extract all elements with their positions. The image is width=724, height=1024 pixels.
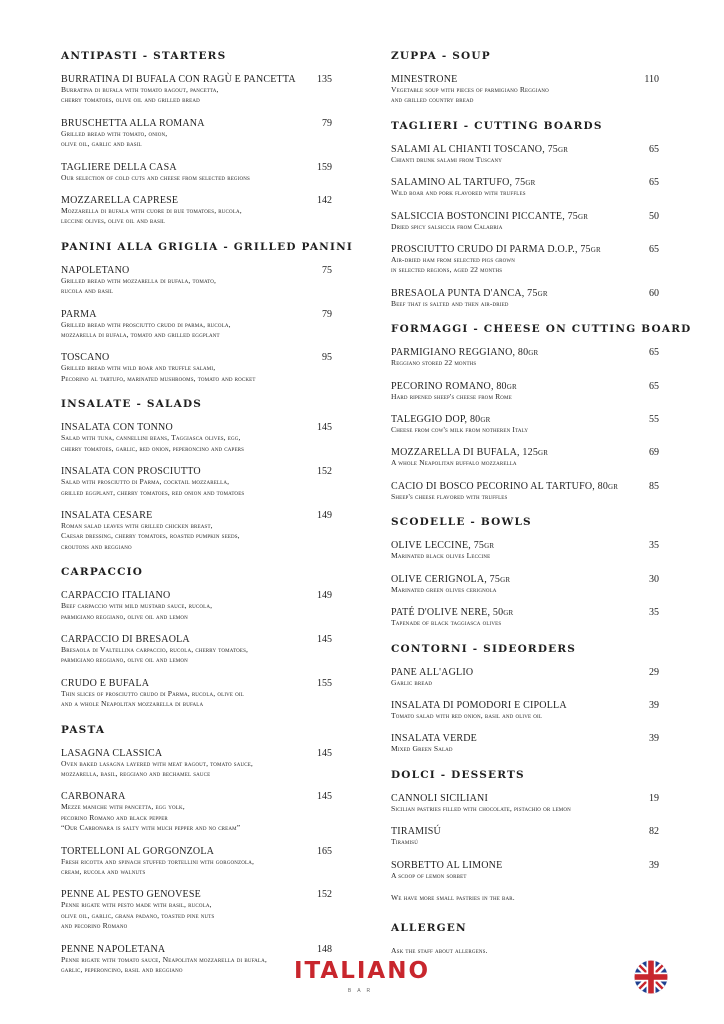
item-name: TALEGGIO DOP, 80gr bbox=[391, 414, 491, 426]
item-price: 19 bbox=[649, 792, 659, 804]
menu-item bbox=[61, 510, 336, 552]
item-price: 65 bbox=[649, 143, 659, 155]
item-description: cream, rucola and walnuts bbox=[61, 867, 146, 876]
menu-item bbox=[61, 74, 336, 106]
item-name: LASAGNA CLASSICA bbox=[61, 747, 163, 759]
item-price: 142 bbox=[317, 195, 332, 207]
menu-item bbox=[391, 381, 663, 402]
item-price: 39 bbox=[649, 859, 659, 871]
item-name: PENNE AL PESTO GENOVESE bbox=[61, 889, 201, 901]
item-description: Penne rigate with pesto made with basil, rucola, bbox=[61, 900, 212, 910]
item-name: INSALATA DI POMODORI E CIPOLLA bbox=[391, 699, 567, 711]
item-name: SALAMINO AL TARTUFO, 75gr bbox=[391, 177, 536, 189]
italiano-logo bbox=[0, 958, 724, 994]
menu-item bbox=[61, 748, 336, 780]
menu-item bbox=[391, 347, 663, 368]
item-description: croutons and reggiano bbox=[61, 541, 132, 551]
item-description: Thin slices of prosciutto crudo di Parma, rucola, olive oil bbox=[61, 688, 244, 698]
section-note: Ask the staff about allergens. bbox=[391, 945, 488, 955]
menu-section bbox=[61, 398, 336, 552]
item-name: TAGLIERE DELLA CASA bbox=[61, 161, 177, 173]
item-description: Roman salad leaves with grilled chicken breast, bbox=[61, 520, 213, 530]
menu-item bbox=[61, 678, 336, 710]
menu-item bbox=[391, 540, 663, 561]
item-description: Marinated black olives Leccine bbox=[391, 551, 491, 561]
menu-section bbox=[391, 922, 663, 955]
item-price: 155 bbox=[317, 677, 332, 689]
menu-item bbox=[391, 607, 663, 628]
item-name: SALSICCIA BOSTONCINI PICCANTE, 75gr bbox=[391, 210, 589, 222]
right-column bbox=[391, 50, 692, 975]
item-description: Reggiano stored 22 months bbox=[391, 358, 477, 368]
item-price: 65 bbox=[649, 380, 659, 392]
item-description: Air-dried ham from selected pigs grown bbox=[391, 255, 516, 265]
item-description: rucola and basil bbox=[61, 286, 114, 296]
item-price: 82 bbox=[649, 826, 659, 838]
item-description: Vegetable soup with pieces of parmigiano Reggiano bbox=[391, 85, 549, 94]
item-price: 50 bbox=[649, 210, 659, 222]
item-name: OLIVE LECCINE, 75gr bbox=[391, 540, 495, 552]
menu-item bbox=[391, 144, 663, 165]
menu-item bbox=[391, 793, 663, 814]
item-description: Tiramisú bbox=[391, 837, 418, 847]
section-title: ANTIPASTI - STARTERS bbox=[61, 50, 227, 62]
menu-item bbox=[391, 244, 663, 276]
item-description: and a whole Neapolitan mozzarella di bufala bbox=[61, 699, 204, 709]
item-description: Fresh ricotta and spinach stuffed tortellini with gorgonzola, bbox=[61, 856, 255, 866]
item-price: 165 bbox=[317, 845, 332, 857]
item-description: Penne rigate with tomato sauce, Neapolitan mozzarella di bufala, bbox=[61, 954, 267, 964]
item-price: 85 bbox=[649, 480, 659, 492]
section-title: ALLERGEN bbox=[391, 921, 467, 934]
item-description: leccine olives, olive oil and basil bbox=[61, 216, 166, 226]
menu-item bbox=[391, 733, 663, 754]
section-title: SCODELLE - BOWLS bbox=[391, 516, 532, 529]
item-description: Cheese from cow's milk from notheren Italy bbox=[391, 425, 529, 435]
section-title: ZUPPA - SOUP bbox=[391, 50, 491, 62]
menu-item bbox=[61, 309, 336, 341]
item-description: Wild boar and pork flavored with truffles bbox=[391, 188, 526, 198]
menu-item bbox=[61, 352, 336, 384]
logo-subtitle: BAR bbox=[347, 988, 377, 994]
item-description: “Our Carbonara is salty with much pepper and no cream” bbox=[61, 823, 241, 833]
menu-item bbox=[61, 889, 336, 931]
item-description: Oven baked lasagna layered with meat ragout, tomato sauce, bbox=[61, 758, 253, 768]
item-description: Marinated green olives cerignola bbox=[391, 584, 497, 594]
item-name: MOZZARELLA CAPRESE bbox=[61, 195, 179, 207]
item-name: PARMIGIANO REGGIANO, 80gr bbox=[391, 347, 539, 359]
item-price: 65 bbox=[649, 177, 659, 189]
menu-item bbox=[61, 466, 336, 498]
item-price: 145 bbox=[317, 633, 332, 645]
item-description: cherry tomatoes, garlic, red onion, peperoncino and capers bbox=[61, 443, 245, 453]
item-description: in selected regions, aged 22 months bbox=[391, 265, 503, 275]
menu-item bbox=[391, 700, 663, 721]
item-name: INSALATA CON TONNO bbox=[61, 422, 173, 434]
item-name: CACIO DI BOSCO PECORINO AL TARTUFO, 80gr bbox=[391, 480, 619, 492]
item-price: 35 bbox=[649, 540, 659, 552]
item-name: INSALATA CON PROSCIUTTO bbox=[61, 466, 201, 478]
menu-section bbox=[391, 323, 692, 502]
item-name: TOSCANO bbox=[61, 352, 110, 364]
item-description: Mozzarella di bufala with cuore di bue tomatoes, rucola, bbox=[61, 206, 242, 216]
menu-item bbox=[61, 422, 336, 454]
menu-section bbox=[391, 769, 663, 902]
menu-item bbox=[391, 826, 663, 847]
menu-item bbox=[391, 860, 663, 881]
item-name: TIRAMISÚ bbox=[391, 826, 441, 838]
menu-section bbox=[391, 120, 663, 309]
item-price: 29 bbox=[649, 666, 659, 678]
item-name: NAPOLETANO bbox=[61, 264, 130, 276]
item-name: SORBETTO AL LIMONE bbox=[391, 859, 503, 871]
item-price: 30 bbox=[649, 573, 659, 585]
item-description: parmigiano reggiano, olive oil and lemon bbox=[61, 655, 188, 665]
menu-item bbox=[391, 447, 663, 468]
item-name: SALAMI AL CHIANTI TOSCANO, 75gr bbox=[391, 143, 569, 155]
item-name: BRESAOLA PUNTA D'ANCA, 75gr bbox=[391, 287, 548, 299]
item-name: CRUDO E BUFALA bbox=[61, 677, 150, 689]
menu-section bbox=[61, 240, 353, 384]
item-description: Sheep's cheese flavored with truffles bbox=[391, 491, 508, 501]
section-title: PANINI ALLA GRIGLIA - GRILLED PANINI bbox=[61, 240, 353, 253]
item-price: 145 bbox=[317, 422, 332, 434]
item-price: 145 bbox=[317, 747, 332, 759]
item-description: and pecorino Romano bbox=[61, 921, 128, 931]
item-description: Grilled bread with wild boar and truffle salami, bbox=[61, 363, 216, 373]
item-price: 152 bbox=[317, 466, 332, 478]
item-name: OLIVE CERIGNOLA, 75gr bbox=[391, 573, 511, 585]
menu-item bbox=[61, 195, 336, 227]
item-name: PECORINO ROMANO, 80gr bbox=[391, 380, 517, 392]
item-description: Salad with tuna, cannellini beans, Taggiasca olives, egg, bbox=[61, 433, 241, 443]
item-description: A scoop of lemon sorbet bbox=[391, 870, 467, 880]
menu-item bbox=[61, 590, 336, 622]
item-name: PARMA bbox=[61, 308, 97, 320]
section-title: PASTA bbox=[61, 723, 106, 736]
uk-flag-icon[interactable] bbox=[634, 960, 668, 994]
item-price: 55 bbox=[649, 414, 659, 426]
menu-section bbox=[391, 643, 663, 755]
item-price: 39 bbox=[649, 699, 659, 711]
section-title: CONTORNI - SIDEORDERS bbox=[391, 642, 577, 655]
item-description: Beef that is salted and then air-dried bbox=[391, 298, 509, 308]
section-title: FORMAGGI - CHEESE ON CUTTING BOARD bbox=[391, 323, 692, 336]
item-price: 95 bbox=[322, 352, 332, 364]
item-description: pecorino Romano and black pepper bbox=[61, 812, 168, 822]
item-description: Sicilian pastries filled with chocolate, pistachio or lemon bbox=[391, 803, 571, 813]
item-description: Salad with prosciutto di Parma, cocktail mozzarella, bbox=[61, 477, 230, 487]
item-name: CARBONARA bbox=[61, 791, 126, 803]
left-column bbox=[61, 50, 353, 989]
item-price: 145 bbox=[317, 791, 332, 803]
menu-item bbox=[391, 177, 663, 198]
item-description: olive oil, garlic, grana padano, toasted pine nuts bbox=[61, 910, 215, 920]
item-name: PATÉ D'OLIVE NERE, 50gr bbox=[391, 607, 514, 619]
menu-item bbox=[61, 265, 336, 297]
section-title: DOLCI - DESSERTS bbox=[391, 768, 525, 781]
menu-item bbox=[391, 74, 663, 106]
item-price: 60 bbox=[649, 287, 659, 299]
item-description: Dried spicy salsiccia from Calabria bbox=[391, 221, 503, 231]
item-name: BURRATINA DI BUFALA CON RAGÙ E PANCETTA bbox=[61, 74, 296, 85]
item-price: 39 bbox=[649, 733, 659, 745]
item-description: Bresaola di Valtellina carpaccio, rucola, cherry tomatoes, bbox=[61, 644, 249, 654]
item-name: PANE ALL'AGLIO bbox=[391, 666, 474, 678]
item-description: Tapenade of black taggiasca olives bbox=[391, 618, 502, 628]
item-description: A whole Neapolitan buffalo mozzarella bbox=[391, 458, 517, 468]
item-description: cherry tomatoes, olive oil and grilled bread bbox=[61, 95, 200, 105]
item-description: grilled eggplant, cherry tomatoes, red onion and tomatoes bbox=[61, 487, 245, 497]
item-price: 135 bbox=[317, 74, 332, 85]
item-description: mozzarella, basil, reggiano and bechamel sauce bbox=[61, 768, 211, 778]
item-description: Our selection of cold cuts and cheese from selected regions bbox=[61, 172, 250, 182]
item-name: INSALATA VERDE bbox=[391, 733, 477, 745]
item-description: parmigiano reggiano, olive oil and lemon bbox=[61, 611, 188, 621]
item-description: Grilled bread with tomato, onion, bbox=[61, 128, 168, 138]
item-description: and grilled country bread bbox=[391, 95, 474, 105]
menu-item bbox=[391, 667, 663, 688]
menu-item bbox=[61, 118, 336, 150]
item-description: Burratina di bufala with tomato ragout, pancetta, bbox=[61, 85, 219, 94]
section-title: INSALATE - SALADS bbox=[61, 398, 203, 411]
item-description: Chianti drunk salami from Tuscany bbox=[391, 154, 503, 164]
item-name: MOZZARELLA DI BUFALA, 125gr bbox=[391, 447, 549, 459]
item-price: 148 bbox=[317, 943, 332, 955]
item-price: 79 bbox=[322, 117, 332, 129]
item-name: INSALATA CESARE bbox=[61, 509, 153, 521]
item-price: 75 bbox=[322, 264, 332, 276]
item-description: Pecorino al tartufo, marinated mushrooms, tomato and rocket bbox=[61, 373, 256, 383]
item-price: 110 bbox=[644, 74, 659, 85]
item-name: TORTELLONI AL GORGONZOLA bbox=[61, 845, 215, 857]
item-price: 35 bbox=[649, 607, 659, 619]
item-price: 79 bbox=[322, 308, 332, 320]
section-title: CARPACCIO bbox=[61, 566, 144, 579]
menu-item bbox=[391, 211, 663, 232]
item-description: olive oil, garlic and basil bbox=[61, 139, 142, 149]
item-description: Grilled bread with prosciutto crudo di parma, rucola, bbox=[61, 319, 231, 329]
item-description: Mezze maniche with pancetta, egg yolk, bbox=[61, 802, 185, 812]
item-name: BRUSCHETTA ALLA ROMANA bbox=[61, 117, 205, 129]
item-description: Garlic bread bbox=[391, 677, 433, 687]
item-price: 65 bbox=[649, 244, 659, 256]
item-name: MINESTRONE bbox=[391, 74, 458, 85]
item-name: PENNE NAPOLETANA bbox=[61, 943, 166, 955]
item-description: Grilled bread with mozzarella di bufala, tomato, bbox=[61, 275, 217, 285]
item-price: 149 bbox=[317, 509, 332, 521]
item-description: mozzarella di bufala, tomato and grilled eggplant bbox=[61, 330, 220, 340]
item-description: Tomato salad with red onion, basil and olive oil bbox=[391, 710, 543, 720]
menu-section bbox=[61, 50, 336, 227]
item-price: 152 bbox=[317, 889, 332, 901]
menu-item bbox=[61, 791, 336, 833]
item-price: 65 bbox=[649, 347, 659, 359]
menu-item bbox=[391, 481, 663, 502]
item-description: garlic, peperoncino, basil and reggiano bbox=[61, 965, 183, 975]
menu-item bbox=[61, 846, 336, 878]
menu-section bbox=[391, 50, 663, 106]
section-note: We have more small pastries in the bar. bbox=[391, 892, 515, 902]
menu-item bbox=[61, 634, 336, 666]
item-name: PROSCIUTTO CRUDO DI PARMA D.O.P., 75gr bbox=[391, 244, 601, 256]
item-price: 149 bbox=[317, 590, 332, 602]
item-price: 159 bbox=[317, 161, 332, 173]
item-description: Hard ripened sheep's cheese from Rome bbox=[391, 391, 512, 401]
item-name: CARPACCIO ITALIANO bbox=[61, 590, 171, 602]
menu-item bbox=[391, 574, 663, 595]
menu-section bbox=[61, 724, 336, 976]
item-description: Beef carpaccio with mild mustard sauce, rucola, bbox=[61, 601, 213, 611]
item-name: CARPACCIO DI BRESAOLA bbox=[61, 633, 190, 645]
menu-item bbox=[391, 288, 663, 309]
item-description: Mixed Green Salad bbox=[391, 744, 453, 754]
menu-section bbox=[391, 516, 663, 628]
item-price: 69 bbox=[649, 447, 659, 459]
item-name: CANNOLI SICILIANI bbox=[391, 792, 488, 804]
menu-section bbox=[61, 566, 336, 709]
menu-item bbox=[391, 414, 663, 435]
logo-wordmark: ITALIANO bbox=[293, 958, 431, 984]
item-description: Caesar dressing, cherry tomatoes, roasted pumpkin seeds, bbox=[61, 531, 240, 541]
section-title: TAGLIERI - CUTTING BOARDS bbox=[391, 119, 603, 132]
menu-item bbox=[61, 162, 336, 183]
